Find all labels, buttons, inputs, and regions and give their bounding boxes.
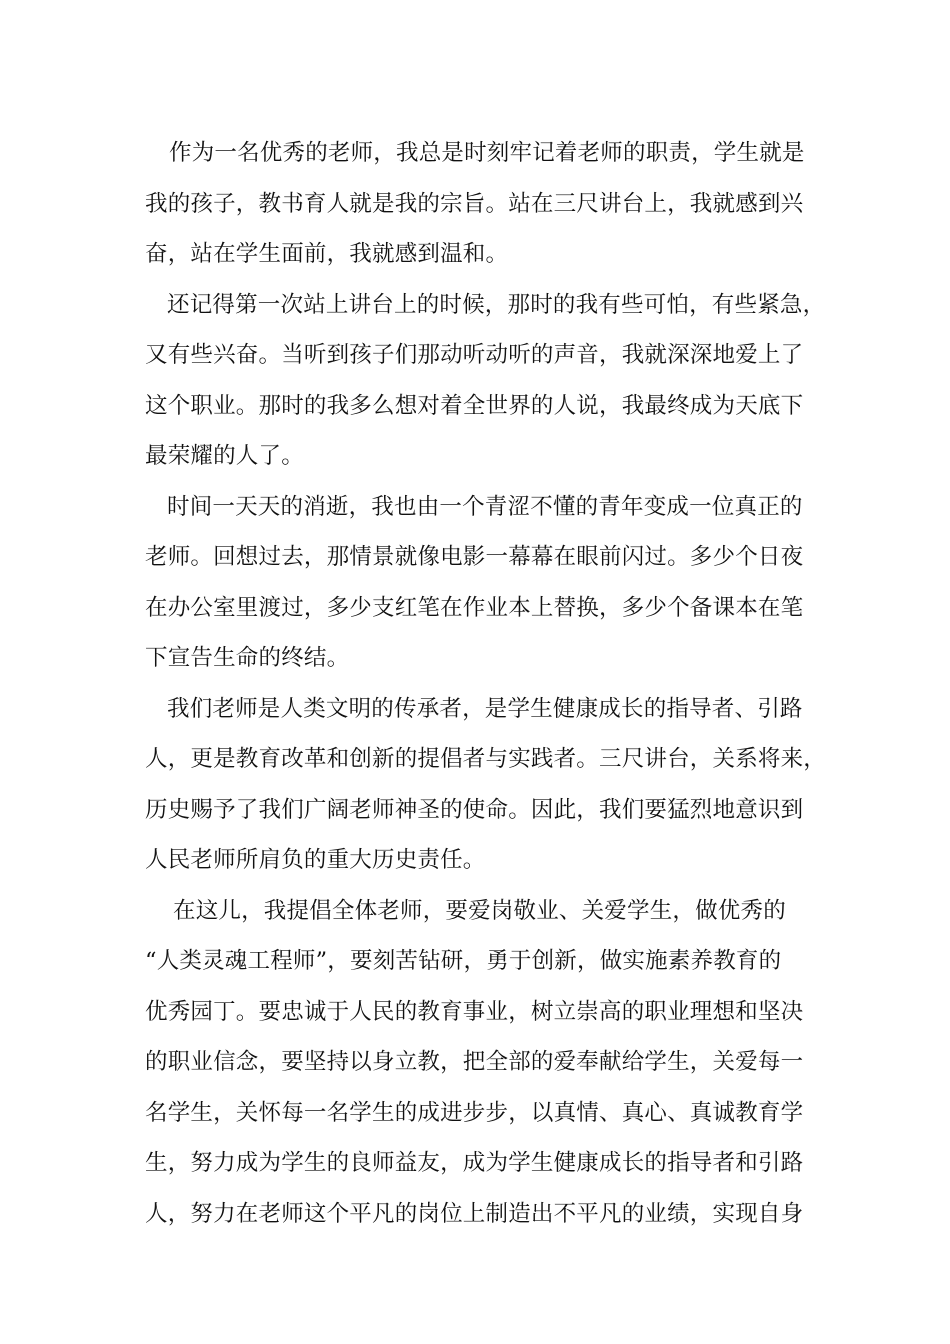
paragraph-4 xyxy=(145,684,827,886)
paragraph-3 xyxy=(145,482,810,684)
text-line: 在这儿，我提倡全体老师，要爱岗敬业、关爱学生，做优秀的 xyxy=(173,897,786,924)
text-line: 我的孩子，教书育人就是我的宗旨。站在三尺讲台上，我就感到兴 xyxy=(145,190,804,217)
document-body xyxy=(145,128,827,1239)
text-line: 历史赐予了我们广阔老师神圣的使命。因此，我们要猛烈地意识到 xyxy=(145,796,804,823)
text-line: 又有些兴奋。当听到孩子们那动听动听的声音，我就深深地爱上了 xyxy=(145,342,804,368)
text-line: 这个职业。那时的我多么想对着全世界的人说，我最终成为天底下 xyxy=(145,392,804,419)
text-line: 最荣耀的人了。 xyxy=(145,443,304,469)
text-line: 人，更是教育改革和创新的提倡者与实践者。三尺讲台，关系将来， xyxy=(145,746,827,772)
text-line: 下宣告生命的终结。 xyxy=(145,645,350,671)
text-line: 还记得第一次站上讲台上的时候，那时的我有些可怕，有些紧急， xyxy=(167,291,826,318)
text-line: 奋，站在学生面前，我就感到温和。 xyxy=(145,241,509,267)
text-line: 作为一名优秀的老师，我总是时刻牢记着老师的职责，学生就是 xyxy=(169,140,805,166)
paragraph-1 xyxy=(145,128,810,280)
text-line: 人民老师所肩负的重大历史责任。 xyxy=(145,847,486,873)
text-line: 的职业信念，要坚持以身立教，把全部的爱奉献给学生，关爱每一 xyxy=(145,1049,804,1075)
text-line: 生，努力成为学生的良师益友，成为学生健康成长的指导者和引路 xyxy=(145,1150,804,1176)
text-line: “人类灵魂工程师”，要刻苦钻研，勇于创新，做实施素养教育的 xyxy=(145,948,782,974)
text-line: 老师。回想过去，那情景就像电影一幕幕在眼前闪过。多少个日夜 xyxy=(145,544,804,570)
text-line: 我们老师是人类文明的传承者，是学生健康成长的指导者、引路 xyxy=(167,695,803,722)
text-line: 名学生，关怀每一名学生的成进步步，以真情、真心、真诚教育学 xyxy=(145,1099,804,1126)
text-line: 优秀园丁。要忠诚于人民的教育事业，树立崇高的职业理想和坚决 xyxy=(145,998,804,1025)
paragraph-5 xyxy=(145,886,810,1240)
paragraph-2 xyxy=(145,280,826,482)
text-line: 人，努力在老师这个平凡的岗位上制造出不平凡的业绩，实现自身 xyxy=(145,1200,804,1227)
text-line: 时间一天天的消逝，我也由一个青涩不懂的青年变成一位真正的 xyxy=(167,493,803,520)
text-line: 在办公室里渡过，多少支红笔在作业本上替换，多少个备课本在笔 xyxy=(145,594,804,621)
